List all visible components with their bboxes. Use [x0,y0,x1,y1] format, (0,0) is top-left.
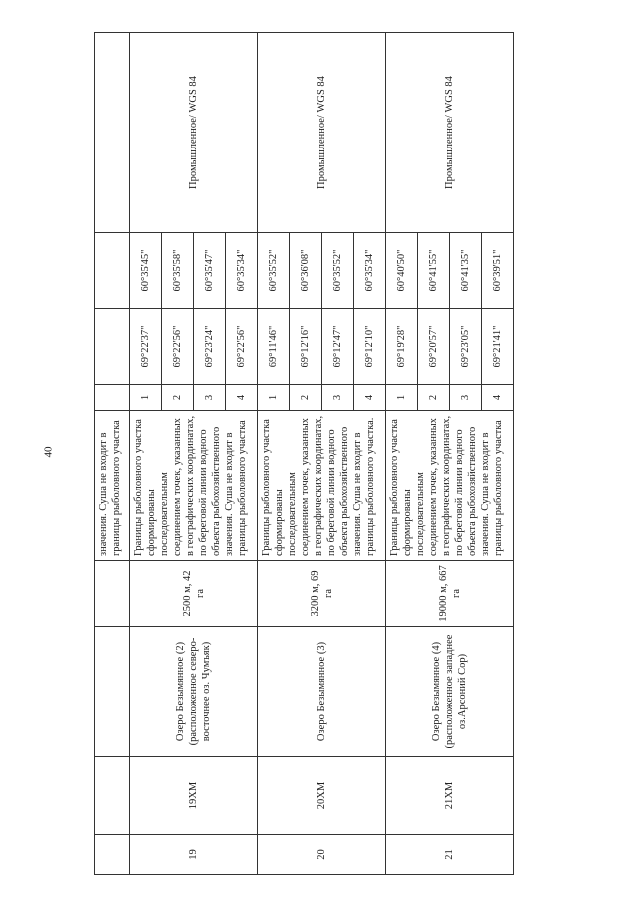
continuation-empty-cell [95,835,130,875]
site-area: 19000 м, 667 га [386,561,514,627]
point-number: 3 [450,385,482,411]
site-number: 19 [130,835,258,875]
continuation-text: значения. Суша не входит в границы рыболовного участка [95,411,130,561]
continuation-row [95,33,130,875]
point-latitude: 69°12'47" [322,309,354,385]
site-code: 20ХМ [258,757,386,835]
point-latitude: 69°23'24" [194,309,226,385]
point-longitude: 60°36'08" [290,233,322,309]
point-longitude: 60°35'52" [258,233,290,309]
point-latitude: 69°22'37" [130,309,162,385]
continuation-empty-cell [95,757,130,835]
point-longitude: 60°35'34" [226,233,258,309]
point-longitude: 60°35'58" [162,233,194,309]
point-latitude: 69°20'57" [418,309,450,385]
page-number: 40 [42,446,55,458]
point-latitude: 69°23'05" [450,309,482,385]
site-area: 3200 м, 69 га [258,561,386,627]
boundary-description: Границы рыболовного участка сформированы последовательным соединением точек, указанных в географических координатах, по береговой линии водного объекта рыбохозяйственного значения. Суша не входит в границы рыболовного участка. [258,411,386,561]
water-body-name: Озеро Безымянное (4) (расположенное западнее оз.Арсоний Сор) [386,627,514,757]
point-number: 1 [130,385,162,411]
point-longitude: 60°40'50" [386,233,418,309]
point-number: 2 [162,385,194,411]
site-code: 19ХМ [130,757,258,835]
site-row [130,33,162,875]
point-number: 1 [386,385,418,411]
point-number: 1 [258,385,290,411]
continuation-empty-cell [95,561,130,627]
point-latitude: 69°22'56" [226,309,258,385]
continuation-empty-cell [95,385,130,411]
fishing-sites-table [94,32,514,875]
point-latitude: 69°19'28" [386,309,418,385]
site-number: 21 [386,835,514,875]
point-number: 2 [418,385,450,411]
point-latitude: 69°12'16" [290,309,322,385]
point-longitude: 60°41'55" [418,233,450,309]
boundary-description: Границы рыболовного участка сформированы последовательным соединением точек, указанных в географических координатах, по береговой линии водного объекта рыбохозяйственного значения. Суша не входит в границы рыболовного участка [130,411,258,561]
point-longitude: 60°35'34" [354,233,386,309]
point-latitude: 69°22'56" [162,309,194,385]
continuation-empty-cell [95,309,130,385]
site-area: 2500 м, 42 га [130,561,258,627]
fishing-sites-table-wrapper [94,33,581,875]
site-row [386,33,418,875]
continuation-empty-cell [95,627,130,757]
point-number: 2 [290,385,322,411]
site-code: 21ХМ [386,757,514,835]
fishing-type: Промышленное/ WGS 84 [386,33,514,233]
site-row [258,33,290,875]
point-number: 3 [322,385,354,411]
boundary-description: Границы рыболовного участка сформированы последовательным соединением точек, указанных в географических координатах, по береговой линии водного объекта рыбохозяйственного значения. Суша не входит в границы рыболовного участка [386,411,514,561]
point-longitude: 60°35'47" [194,233,226,309]
table-body [95,33,514,875]
point-longitude: 60°35'52" [322,233,354,309]
point-latitude: 69°21'41" [482,309,514,385]
point-longitude: 60°41'35" [450,233,482,309]
site-number: 20 [258,835,386,875]
point-number: 3 [194,385,226,411]
point-number: 4 [354,385,386,411]
water-body-name: Озеро Безымянное (3) [258,627,386,757]
continuation-empty-cell [95,233,130,309]
point-longitude: 60°35'45" [130,233,162,309]
point-longitude: 60°39'51" [482,233,514,309]
point-latitude: 69°12'10" [354,309,386,385]
point-number: 4 [226,385,258,411]
point-latitude: 69°11'46" [258,309,290,385]
water-body-name: Озеро Безымянное (2) (расположенное северо-восточнее оз. Чумъяк) [130,627,258,757]
continuation-empty-cell [95,33,130,233]
point-number: 4 [482,385,514,411]
fishing-type: Промышленное/ WGS 84 [130,33,258,233]
fishing-type: Промышленное/ WGS 84 [258,33,386,233]
